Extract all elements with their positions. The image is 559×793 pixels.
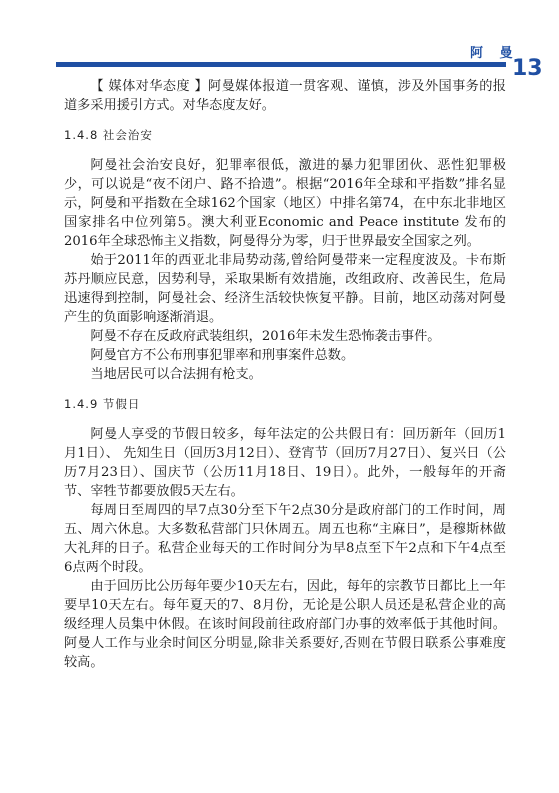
media-attitude-paragraph: 【 媒体对华态度 】阿曼媒体报道一贯客观、谨慎，涉及外国事务的报道多采用援引方式。对华态度友好。 [64, 79, 506, 113]
security-paragraph-1: 阿曼社会治安良好，犯罪率很低，激进的暴力犯罪团伙、恶性犯罪极少，可以说是“夜不闭户、路不拾遗”。根据“2016年全球和平指数”排名显示，阿曼和平指数在全球162个国家（地区）中排名第74，在中东北非地区国家排名中位列第5。澳大利亚Economic and Peace institute 发布的2016年全球恐怖主义指数，阿曼得分为零，归于世界最安全国家之列。 [64, 158, 506, 249]
security-paragraph-3: 阿曼不存在反政府武装组织，2016年未发生恐怖袭击事件。 [90, 329, 441, 344]
security-paragraph-4: 阿曼官方不公布刑事犯罪率和刑事案件总数。 [90, 348, 355, 363]
security-paragraph-2: 始于2011年的西亚北非局势动荡,曾给阿曼带来一定程度波及。卡布斯苏丹顺应民意，因势利导，采取果断有效措施，改组政府、改善民生，危局迅速得到控制，阿曼社会、经济生活较快恢复平静。目前，地区动荡对阿曼产生的负面影响逐渐消退。 [64, 253, 506, 325]
page-number: 13 [512, 56, 543, 81]
holidays-paragraph-2: 每周日至周四的早7点30分至下午2点30分是政府部门的工作时间，周五、周六休息。大多数私营部门只休周五。周五也称“主麻日”，是穆斯林做大礼拜的日子。私营企业每天的工作时间分为早8点至下午2点和下午4点至6点两个时段。 [64, 503, 506, 575]
section-heading-security: 1.4.8 社会治安 [64, 128, 153, 142]
running-header-title: 阿 曼 [470, 46, 519, 61]
section-heading-holidays: 1.4.9 节假日 [64, 397, 141, 411]
page-body [64, 77, 506, 672]
holidays-paragraph-1: 阿曼人享受的节假日较多，每年法定的公共假日有：回历新年（回历1月1日）、 先知生日（回历3月12日）、登宵节（回历7月27日）、复兴日（公历7月23日）、国庆节（公历11月18日、19日）。此外，一般每年的开斋节、宰牲节都要放假5天左右。 [64, 427, 506, 499]
holidays-paragraph-3: 由于回历比公历每年要少10天左右，因此，每年的宗教节日都比上一年要早10天左右。每年夏天的7、8月份，无论是公职人员还是私营企业的高级经理人员集中休假。在该时间段前往政府部门办事的效率低于其他时间。阿曼人工作与业余时间区分明显,除非关系要好,否则在节假日联系公事难度较高。 [64, 579, 506, 670]
security-paragraph-5: 当地居民可以合法拥有枪支。 [90, 367, 262, 382]
header-rule [56, 62, 506, 67]
